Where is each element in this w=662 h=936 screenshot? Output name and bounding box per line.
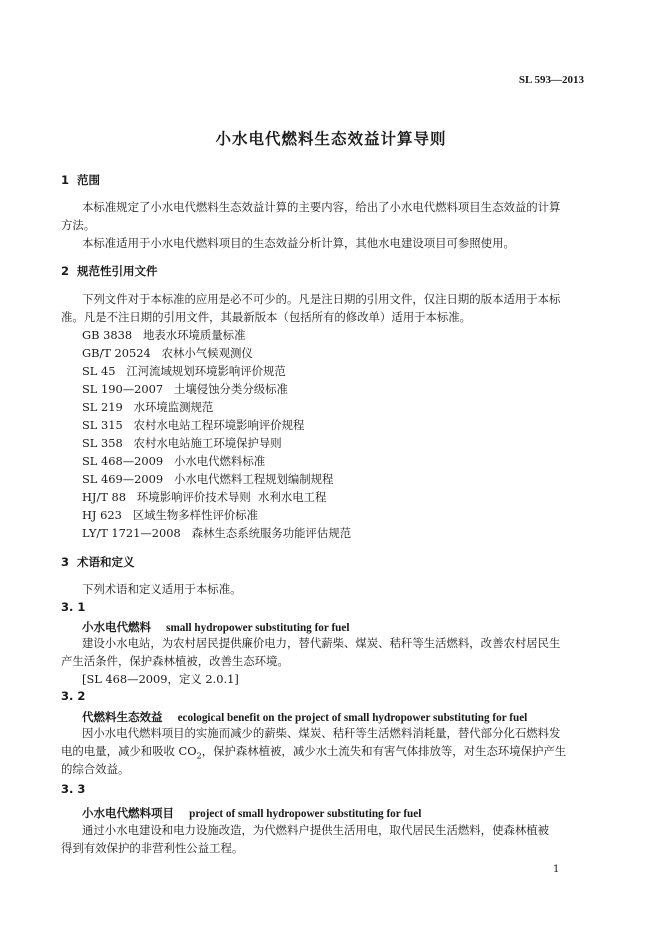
term-3-1-definition-line-1: 建设小水电站，为农村居民提供廉价电力，替代薪柴、煤炭、秸秆等生活燃料，改善农村居民生 — [82, 636, 561, 650]
section-1-paragraph-1-line-2: 方法。 — [61, 218, 96, 232]
reference-item: HJ/T 88 环境影响评价技术导则 水利水电工程 — [82, 490, 327, 504]
term-3-3-number: 3. 3 — [61, 782, 86, 796]
reference-item: SL 358 农村水电站施工环境保护导则 — [82, 436, 282, 450]
reference-list — [82, 326, 351, 542]
reference-item: SL 45 江河流域规划环境影响评价规范 — [82, 364, 286, 378]
term-3-1-source: [SL 468—2009，定义 2.0.1] — [82, 672, 239, 686]
term-3-3-english: project of small hydropower substituting for fuel — [189, 808, 422, 820]
term-3-1-title — [82, 616, 349, 635]
reference-item: SL 468—2009 小水电代燃料标准 — [82, 454, 266, 468]
reference-item: SL 469—2009 小水电代燃料工程规划编制规程 — [82, 472, 334, 486]
section-2-heading: 2 规范性引用文件 — [61, 264, 158, 278]
section-1-heading: 1 范围 — [61, 173, 101, 187]
section-3-heading: 3 术语和定义 — [61, 555, 135, 569]
term-3-3-chinese: 小水电代燃料项目 — [82, 806, 174, 820]
term-3-2-def-pre: 电的电量，减少和吸收 CO — [61, 744, 197, 758]
section-1-paragraph-2: 本标准适用于小水电代燃料项目的生态效益分析计算，其他水电建设项目可参照使用。 — [82, 236, 515, 250]
reference-item: SL 315 农村水电站工程环境影响评价规程 — [82, 418, 305, 432]
reference-item: SL 190—2007 土壤侵蚀分类分级标准 — [82, 382, 288, 396]
page-number: 1 — [553, 864, 560, 875]
term-3-2-definition-line-2 — [61, 742, 566, 765]
reference-item: HJ 623 区域生物多样性评价标准 — [82, 508, 259, 522]
standard-number: SL 593—2013 — [518, 74, 584, 86]
reference-item: GB 3838 地表水环境质量标准 — [82, 328, 246, 342]
term-3-1-number: 3. 1 — [61, 600, 86, 614]
term-3-2-definition-line-1: 因小水电代燃料项目的实施而减少的薪柴、煤炭、秸秆等生活燃料消耗量，替代部分化石燃料发 — [82, 726, 561, 740]
term-3-1-english: small hydropower substituting for fuel — [166, 622, 350, 634]
term-3-1-chinese: 小水电代燃料 — [82, 620, 151, 634]
page-title: 小水电代燃料生态效益计算导则 — [215, 130, 447, 148]
term-3-3-title — [82, 802, 421, 821]
term-3-3-definition-line-1: 通过小水电建设和电力设施改造，为代燃料户提供生活用电，取代居民生活燃料，使森林植被 — [82, 823, 550, 837]
term-3-3-definition-line-2: 得到有效保护的非营利性公益工程。 — [61, 841, 244, 855]
section-1-paragraph-1-line-1: 本标准规定了小水电代燃料生态效益计算的主要内容，给出了小水电代燃料项目生态效益的计算 — [82, 200, 561, 214]
section-2-paragraph-line-2: 准。凡是不注日期的引用文件，其最新版本（包括所有的修改单）适用于本标准。 — [61, 310, 472, 324]
term-3-2-english: ecological benefit on the project of small hydropower substituting for fuel — [177, 712, 528, 724]
term-3-1-definition-line-2: 产生活条件，保护森林植被，改善生态环境。 — [61, 654, 289, 668]
reference-item: GB/T 20524 农林小气候观测仪 — [82, 346, 253, 360]
term-3-2-chinese: 代燃料生态效益 — [82, 710, 163, 724]
section-3-intro: 下列术语和定义适用于本标准。 — [82, 582, 242, 596]
reference-item: LY/T 1721—2008 森林生态系统服务功能评估规范 — [82, 526, 352, 540]
co2-subscript: 2 — [196, 751, 202, 761]
term-3-2-number: 3. 2 — [61, 689, 86, 703]
term-3-2-title — [82, 706, 527, 725]
term-3-2-definition-line-3: 的综合效益。 — [61, 762, 130, 776]
reference-item: SL 219 水环境监测规范 — [82, 400, 214, 414]
section-2-paragraph-line-1: 下列文件对于本标准的应用是必不可少的。凡是注日期的引用文件，仅注日期的版本适用于本标 — [82, 292, 561, 306]
term-3-2-def-post: ，保护森林植被，减少水土流失和有害气体排放等，对生态环境保护产生 — [201, 744, 567, 758]
